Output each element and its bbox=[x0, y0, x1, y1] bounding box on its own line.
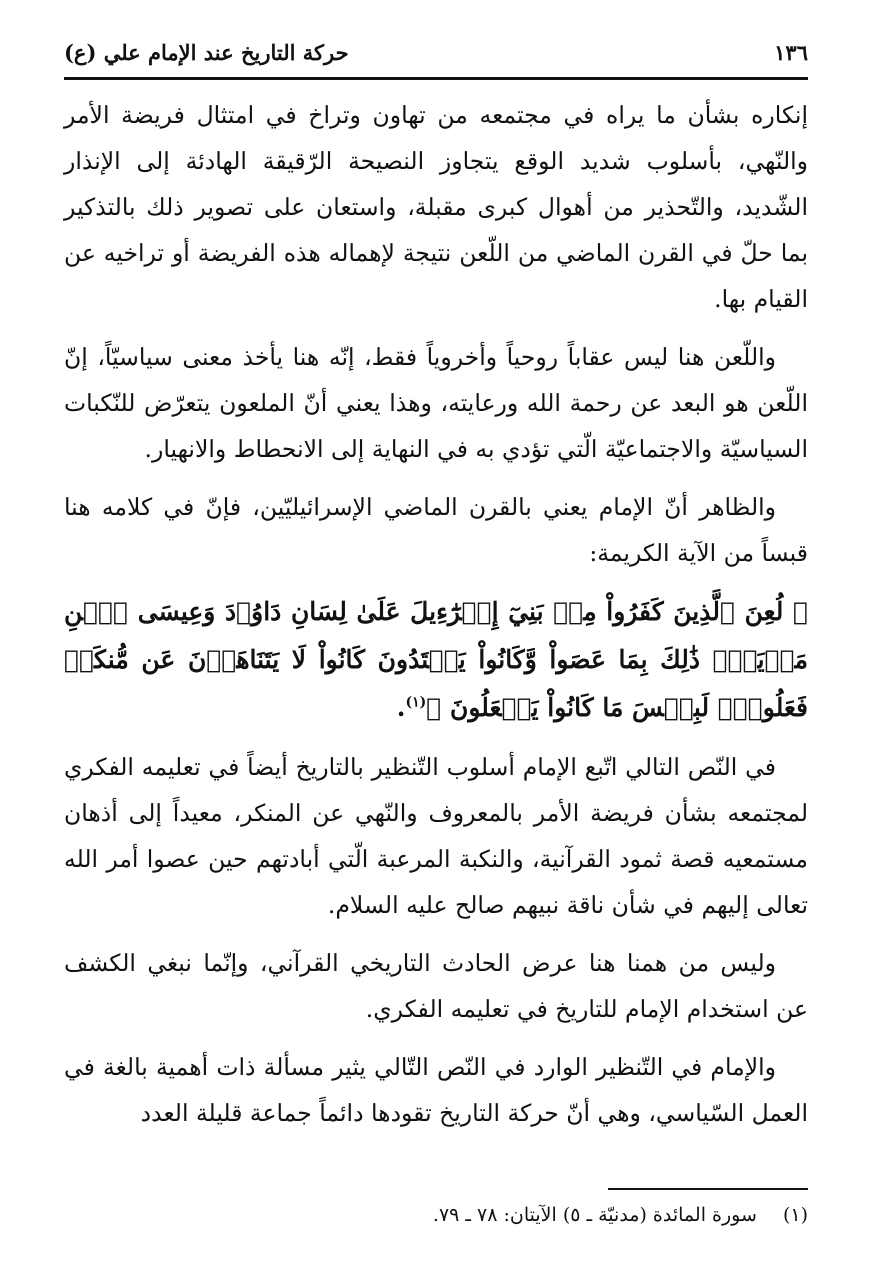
footnote-text: سورة المائدة (مدنيّة ـ ٥) الآيتان: ٧٨ ـ ٧٩. bbox=[432, 1204, 757, 1226]
page-number: ١٣٦ bbox=[774, 39, 808, 65]
paragraph-5: وليس من همنا هنا عرض الحادث التاريخي القرآني، وإنّما نبغي الكشف عن استخدام الإمام للتاريخ في تعليمه الفكري. bbox=[64, 949, 808, 1023]
footnote-divider bbox=[608, 1188, 808, 1190]
paragraph-3: والظاهر أنّ الإمام يعني بالقرن الماضي الإسرائيليّين، فإنّ في كلامه هنا قبساً من الآية الكريمة: bbox=[64, 493, 808, 567]
paragraph-6: والإمام في التّنظير الوارد في النّص التّالي يثير مسألة ذات أهمية بالغة في العمل السّياسي، وهي أنّ حركة التاريخ تقودها دائماً جماعة قليلة العدد bbox=[64, 1053, 808, 1127]
page-header bbox=[64, 30, 808, 74]
footnote-reference: (١) bbox=[405, 694, 427, 711]
footnote-number: (١) bbox=[782, 1204, 808, 1226]
footnote bbox=[64, 1200, 808, 1230]
header-divider bbox=[64, 77, 808, 80]
verse-text: ﴿ لُعِنَ ٱلَّذِينَ كَفَرُواْ مِنۢ بَنِيٓ إِسۡرَٰٓءِيلَ عَلَىٰ لِسَانِ دَاوُۥدَ وَعِيسَى ٱبۡنِ مَرۡيَمَۚ ذَٰلِكَ بِمَا عَصَواْ وَّكَانُواْ يَعۡتَدُونَ كَانُواْ لَا يَتَنَاهَوۡنَ عَن مُّنكَرٖ فَعَلُوهُۚ لَبِئۡسَ مَا كَانُواْ يَفۡعَلُونَ ﴾ bbox=[64, 597, 809, 722]
page-body bbox=[64, 92, 808, 1148]
paragraph-1: إنكاره بشأن ما يراه في مجتمعه من تهاون وتراخ في امتثال فريضة الأمر والنّهي، بأسلوب شديد الوقع يتجاوز النصيحة الرّقيقة الهادئة إلى الإنذار الشّديد، والتّحذير من أهوال كبرى مقبلة، واستعان على تصوير ذلك بالتذكير بما حلّ في القرن الماضي من اللّعن نتيجة لإهماله هذه الفريضة أو تراخيه عن القيام بها. bbox=[64, 101, 808, 313]
quran-verse: ﴿ لُعِنَ ٱلَّذِينَ كَفَرُواْ مِنۢ بَنِيٓ إِسۡرَٰٓءِيلَ عَلَىٰ لِسَانِ دَاوُۥدَ وَعِيسَى ٱبۡنِ مَرۡيَمَۚ ذَٰلِكَ بِمَا عَصَواْ وَّكَانُواْ يَعۡتَدُونَ كَانُواْ لَا يَتَنَاهَوۡنَ عَن مُّنكَرٖ فَعَلُوهُۚ لَبِئۡسَ مَا كَانُواْ يَفۡعَلُونَ ﴾$^{(١)}$. bbox=[64, 597, 809, 722]
running-title: حركة التاريخ عند الإمام علي (ع) bbox=[64, 39, 349, 65]
paragraph-2: واللّعن هنا ليس عقاباً روحياً وأخروياً فقط، إنّه هنا يأخذ معنى سياسيّاً، إنّ اللّعن هو البعد عن رحمة الله ورعايته، وهذا يعني أنّ الملعون يتعرّض للنّكبات السياسيّة والاجتماعيّة الّتي تؤدي به في النهاية إلى الانحطاط والانهيار. bbox=[64, 343, 808, 463]
paragraph-4: في النّص التالي اتّبع الإمام أسلوب التّنظير بالتاريخ أيضاً في تعليمه الفكري لمجتمعه بشأن فريضة الأمر بالمعروف والنّهي عن المنكر، معيداً إلى أذهان مستمعيه قصة ثمود القرآنية، والنكبة المرعبة الّتي أبادتهم حين عصوا أمر الله تعالى إليهم في شأن ناقة نبيهم صالح عليه السلام. bbox=[64, 753, 808, 919]
